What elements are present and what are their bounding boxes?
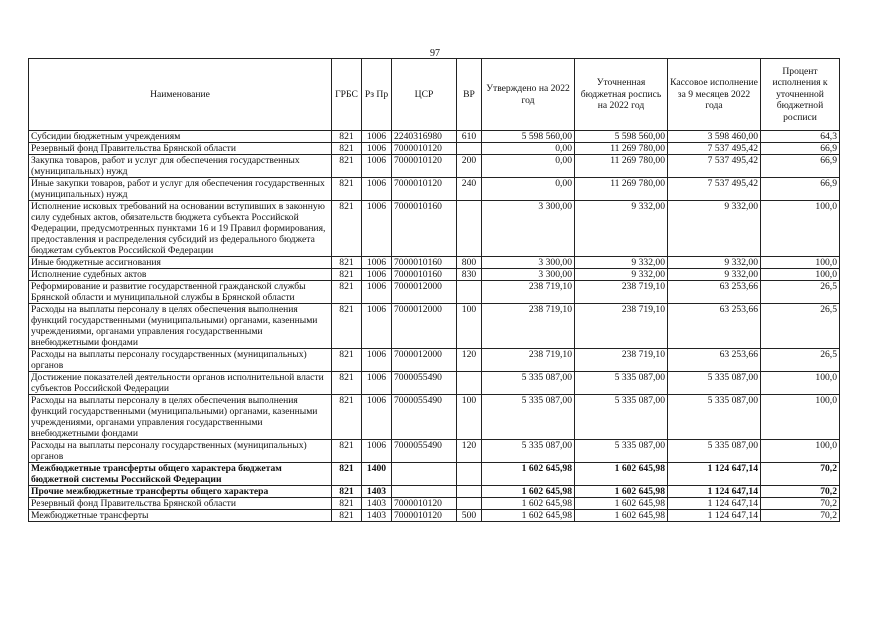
cell-rzpr: 1006 <box>362 143 392 155</box>
cell-name: Расходы на выплаты персоналу в целях обеспечения выполнения функций государственными (муниципальными) органами, казенными учреждениями, органами управления государственными внебюджетными фондами <box>29 304 332 349</box>
cell-name: Исполнение исковых требований на основании вступивших в законную силу судебных актов, обязательств бюджета субъекта Российской Федерации, предусмотренных пунктами 16 и 19 Правил формирования, предоставления и распределения субсидий из федерального бюджета бюджетам субъектов Российской Федерации <box>29 201 332 257</box>
cell-csr: 7000012000 <box>392 349 457 372</box>
cell-percent: 100,0 <box>761 372 840 395</box>
cell-approved: 0,00 <box>482 178 575 201</box>
header-csr: ЦСР <box>392 59 457 131</box>
cell-approved: 1 602 645,98 <box>482 486 575 498</box>
cell-refined: 1 602 645,98 <box>575 510 668 522</box>
cell-rzpr: 1006 <box>362 304 392 349</box>
cell-cash: 63 253,66 <box>668 349 761 372</box>
cell-percent: 66,9 <box>761 143 840 155</box>
cell-approved: 3 300,00 <box>482 269 575 281</box>
header-rzpr: Рз Пр <box>362 59 392 131</box>
cell-grbs: 821 <box>332 178 362 201</box>
cell-vr: 500 <box>457 510 482 522</box>
cell-percent: 70,2 <box>761 486 840 498</box>
cell-percent: 70,2 <box>761 463 840 486</box>
cell-percent: 100,0 <box>761 395 840 440</box>
cell-grbs: 821 <box>332 131 362 143</box>
cell-grbs: 821 <box>332 498 362 510</box>
cell-percent: 64,3 <box>761 131 840 143</box>
cell-percent: 66,9 <box>761 155 840 178</box>
cell-grbs: 821 <box>332 395 362 440</box>
cell-rzpr: 1400 <box>362 463 392 486</box>
cell-cash: 9 332,00 <box>668 201 761 257</box>
cell-grbs: 821 <box>332 372 362 395</box>
cell-approved: 238 719,10 <box>482 304 575 349</box>
cell-approved: 5 335 087,00 <box>482 372 575 395</box>
cell-name: Резервный фонд Правительства Брянской области <box>29 143 332 155</box>
cell-grbs: 821 <box>332 201 362 257</box>
header-cash: Кассовое исполнение за 9 месяцев 2022 года <box>668 59 761 131</box>
cell-vr: 610 <box>457 131 482 143</box>
cell-rzpr: 1403 <box>362 486 392 498</box>
cell-rzpr: 1006 <box>362 440 392 463</box>
cell-refined: 238 719,10 <box>575 304 668 349</box>
table-row <box>29 131 840 143</box>
table-row <box>29 395 840 440</box>
cell-cash: 1 124 647,14 <box>668 510 761 522</box>
cell-cash: 1 124 647,14 <box>668 486 761 498</box>
cell-vr: 830 <box>457 269 482 281</box>
table-row <box>29 201 840 257</box>
cell-name: Межбюджетные трансферты <box>29 510 332 522</box>
header-percent: Процент исполнения к уточненной бюджетной росписи <box>761 59 840 131</box>
cell-csr: 7000010160 <box>392 257 457 269</box>
cell-approved: 238 719,10 <box>482 349 575 372</box>
cell-refined: 9 332,00 <box>575 269 668 281</box>
header-name: Наименование <box>29 59 332 131</box>
cell-cash: 5 335 087,00 <box>668 395 761 440</box>
cell-vr: 200 <box>457 155 482 178</box>
cell-cash: 9 332,00 <box>668 257 761 269</box>
cell-cash: 5 335 087,00 <box>668 372 761 395</box>
cell-grbs: 821 <box>332 349 362 372</box>
cell-csr: 7000010120 <box>392 143 457 155</box>
cell-rzpr: 1006 <box>362 131 392 143</box>
header-grbs: ГРБС <box>332 59 362 131</box>
cell-csr: 7000010160 <box>392 201 457 257</box>
cell-refined: 9 332,00 <box>575 201 668 257</box>
cell-csr: 7000055490 <box>392 372 457 395</box>
cell-rzpr: 1006 <box>362 257 392 269</box>
header-approved: Утверждено на 2022 год <box>482 59 575 131</box>
cell-rzpr: 1006 <box>362 269 392 281</box>
cell-percent: 100,0 <box>761 257 840 269</box>
cell-rzpr: 1006 <box>362 201 392 257</box>
cell-approved: 5 335 087,00 <box>482 395 575 440</box>
header-vr: ВР <box>457 59 482 131</box>
cell-refined: 5 598 560,00 <box>575 131 668 143</box>
cell-csr: 7000012000 <box>392 304 457 349</box>
cell-name: Достижение показателей деятельности органов исполнительной власти субъектов Российской Федерации <box>29 372 332 395</box>
cell-grbs: 821 <box>332 143 362 155</box>
cell-refined: 5 335 087,00 <box>575 372 668 395</box>
cell-percent: 70,2 <box>761 510 840 522</box>
cell-refined: 238 719,10 <box>575 281 668 304</box>
page-number: 97 <box>430 48 440 59</box>
table-row <box>29 281 840 304</box>
cell-refined: 1 602 645,98 <box>575 486 668 498</box>
cell-grbs: 821 <box>332 257 362 269</box>
cell-rzpr: 1006 <box>362 178 392 201</box>
cell-approved: 5 598 560,00 <box>482 131 575 143</box>
cell-percent: 100,0 <box>761 269 840 281</box>
cell-percent: 100,0 <box>761 201 840 257</box>
cell-refined: 11 269 780,00 <box>575 143 668 155</box>
cell-percent: 100,0 <box>761 440 840 463</box>
cell-grbs: 821 <box>332 155 362 178</box>
cell-csr: 2240316980 <box>392 131 457 143</box>
table-row <box>29 349 840 372</box>
cell-refined: 238 719,10 <box>575 349 668 372</box>
cell-vr: 100 <box>457 304 482 349</box>
table-row <box>29 440 840 463</box>
cell-rzpr: 1403 <box>362 498 392 510</box>
cell-name: Иные бюджетные ассигнования <box>29 257 332 269</box>
cell-name: Исполнение судебных актов <box>29 269 332 281</box>
cell-refined: 9 332,00 <box>575 257 668 269</box>
cell-approved: 0,00 <box>482 155 575 178</box>
cell-csr: 7000010120 <box>392 155 457 178</box>
cell-cash: 9 332,00 <box>668 269 761 281</box>
cell-vr: 100 <box>457 395 482 440</box>
cell-vr <box>457 281 482 304</box>
cell-percent: 26,5 <box>761 304 840 349</box>
cell-name: Резервный фонд Правительства Брянской области <box>29 498 332 510</box>
cell-vr <box>457 372 482 395</box>
cell-vr <box>457 463 482 486</box>
cell-vr <box>457 143 482 155</box>
cell-name: Расходы на выплаты персоналу в целях обеспечения выполнения функций государственными (муниципальными) органами, казенными учреждениями, органами управления государственными внебюджетными фондами <box>29 395 332 440</box>
cell-approved: 1 602 645,98 <box>482 498 575 510</box>
cell-refined: 5 335 087,00 <box>575 440 668 463</box>
cell-name: Расходы на выплаты персоналу государственных (муниципальных) органов <box>29 440 332 463</box>
cell-csr: 7000010120 <box>392 498 457 510</box>
cell-csr: 7000055490 <box>392 395 457 440</box>
cell-cash: 7 537 495,42 <box>668 155 761 178</box>
cell-name: Межбюджетные трансферты общего характера бюджетам бюджетной системы Российской Федерации <box>29 463 332 486</box>
cell-cash: 7 537 495,42 <box>668 143 761 155</box>
cell-cash: 1 124 647,14 <box>668 498 761 510</box>
cell-name: Субсидии бюджетным учреждениям <box>29 131 332 143</box>
cell-rzpr: 1006 <box>362 395 392 440</box>
cell-refined: 1 602 645,98 <box>575 498 668 510</box>
header-refined: Уточненная бюджетная роспись на 2022 год <box>575 59 668 131</box>
cell-percent: 26,5 <box>761 281 840 304</box>
cell-approved: 3 300,00 <box>482 201 575 257</box>
cell-name: Прочие межбюджетные трансферты общего характера <box>29 486 332 498</box>
cell-approved: 1 602 645,98 <box>482 463 575 486</box>
cell-percent: 66,9 <box>761 178 840 201</box>
cell-csr: 7000010160 <box>392 269 457 281</box>
cell-rzpr: 1006 <box>362 349 392 372</box>
table-row <box>29 486 840 498</box>
cell-cash: 1 124 647,14 <box>668 463 761 486</box>
cell-grbs: 821 <box>332 304 362 349</box>
cell-rzpr: 1403 <box>362 510 392 522</box>
table-row <box>29 463 840 486</box>
cell-grbs: 821 <box>332 440 362 463</box>
cell-csr <box>392 463 457 486</box>
table-row <box>29 510 840 522</box>
cell-vr: 120 <box>457 349 482 372</box>
budget-table <box>28 58 840 522</box>
cell-csr: 7000055490 <box>392 440 457 463</box>
table-row <box>29 257 840 269</box>
cell-grbs: 821 <box>332 486 362 498</box>
cell-refined: 5 335 087,00 <box>575 395 668 440</box>
cell-cash: 63 253,66 <box>668 304 761 349</box>
cell-approved: 1 602 645,98 <box>482 510 575 522</box>
cell-approved: 0,00 <box>482 143 575 155</box>
cell-name: Иные закупки товаров, работ и услуг для обеспечения государственных (муниципальных) нужд <box>29 178 332 201</box>
cell-rzpr: 1006 <box>362 372 392 395</box>
cell-name: Реформирование и развитие государственной гражданской службы Брянской области и муниципальной службы в Брянской области <box>29 281 332 304</box>
cell-refined: 11 269 780,00 <box>575 178 668 201</box>
cell-approved: 238 719,10 <box>482 281 575 304</box>
table-row <box>29 498 840 510</box>
cell-approved: 3 300,00 <box>482 257 575 269</box>
cell-percent: 26,5 <box>761 349 840 372</box>
cell-cash: 63 253,66 <box>668 281 761 304</box>
cell-cash: 5 335 087,00 <box>668 440 761 463</box>
table-row <box>29 143 840 155</box>
cell-csr: 7000010120 <box>392 178 457 201</box>
table-row <box>29 155 840 178</box>
cell-refined: 11 269 780,00 <box>575 155 668 178</box>
table-body <box>29 131 840 522</box>
cell-rzpr: 1006 <box>362 281 392 304</box>
cell-approved: 5 335 087,00 <box>482 440 575 463</box>
cell-vr <box>457 486 482 498</box>
cell-vr: 120 <box>457 440 482 463</box>
cell-vr <box>457 498 482 510</box>
cell-percent: 70,2 <box>761 498 840 510</box>
cell-name: Расходы на выплаты персоналу государственных (муниципальных) органов <box>29 349 332 372</box>
table-row <box>29 178 840 201</box>
header-row <box>29 59 840 131</box>
table-row <box>29 304 840 349</box>
cell-grbs: 821 <box>332 269 362 281</box>
table-row <box>29 269 840 281</box>
cell-rzpr: 1006 <box>362 155 392 178</box>
cell-refined: 1 602 645,98 <box>575 463 668 486</box>
cell-csr: 7000010120 <box>392 510 457 522</box>
cell-grbs: 821 <box>332 510 362 522</box>
cell-grbs: 821 <box>332 463 362 486</box>
cell-vr <box>457 201 482 257</box>
cell-vr: 240 <box>457 178 482 201</box>
cell-cash: 3 598 460,00 <box>668 131 761 143</box>
cell-vr: 800 <box>457 257 482 269</box>
table-row <box>29 372 840 395</box>
cell-cash: 7 537 495,42 <box>668 178 761 201</box>
cell-grbs: 821 <box>332 281 362 304</box>
cell-csr <box>392 486 457 498</box>
cell-name: Закупка товаров, работ и услуг для обеспечения государственных (муниципальных) нужд <box>29 155 332 178</box>
cell-csr: 7000012000 <box>392 281 457 304</box>
